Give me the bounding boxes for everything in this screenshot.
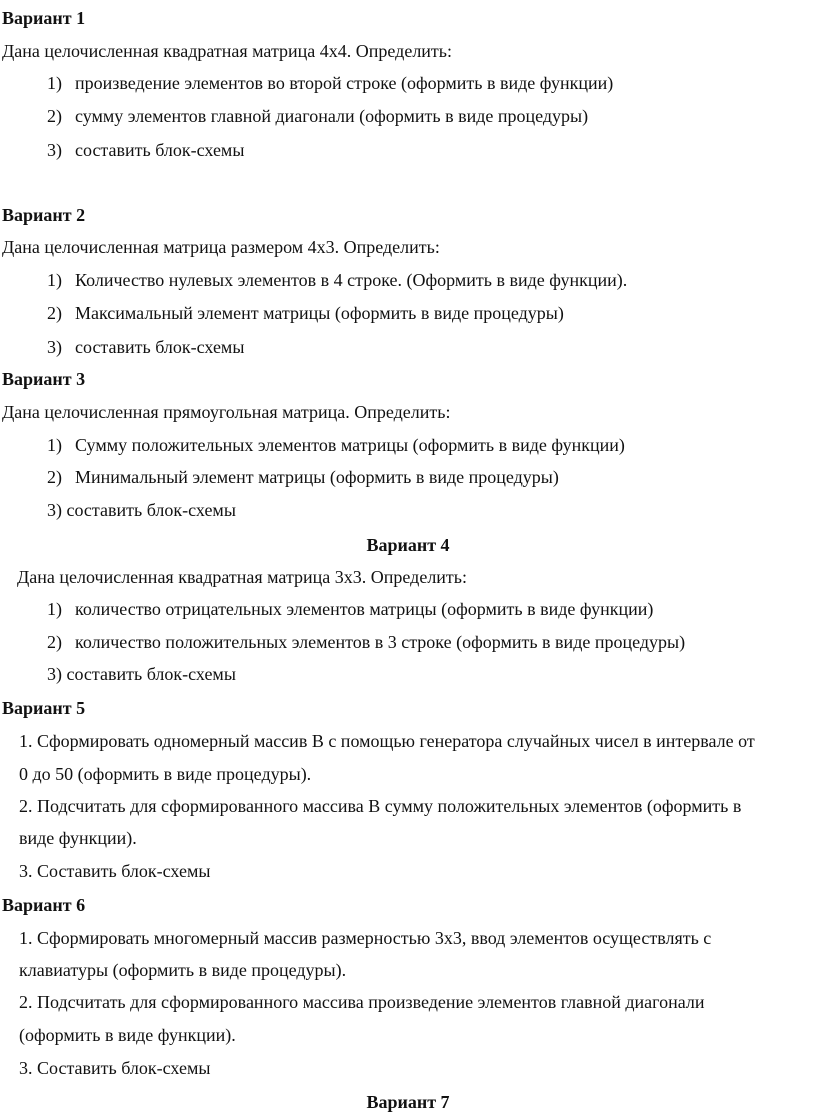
list-number: 2) (47, 467, 62, 487)
list-item-text: количество положительных элементов в 3 строке (оформить в виде процедуры) (75, 632, 686, 652)
list-number: 2) (47, 632, 62, 652)
variant-5-point-3: 3. Составить блок-схемы (19, 861, 211, 881)
list-item-text: составить блок-схемы (75, 140, 245, 160)
variant-3-intro: Дана целочисленная прямоугольная матрица. Определить: (2, 402, 451, 422)
list-item-text: Максимальный элемент матрицы (оформить в виде процедуры) (75, 303, 564, 323)
variant-7-title: Вариант 7 (366, 1092, 450, 1112)
list-number: 1) (47, 599, 62, 619)
variant-4-item-3: 3) составить блок-схемы (47, 664, 236, 684)
variant-1-item-3 (47, 141, 244, 159)
variant-3-item-2 (47, 468, 559, 486)
list-number: 1) (47, 435, 62, 455)
variant-1-item-1 (47, 74, 613, 92)
list-item-text: сумму элементов главной диагонали (оформить в виде процедуры) (75, 106, 589, 126)
variant-6-point-1-line-1: 1. Сформировать многомерный массив размерностью 3х3, ввод элементов осуществлять с (19, 928, 712, 948)
variant-6-point-3: 3. Составить блок-схемы (19, 1058, 211, 1078)
list-number: 2) (47, 106, 62, 126)
variant-4-item-2 (47, 633, 685, 651)
variant-6-point-2-line-2: (оформить в виде функции). (19, 1025, 236, 1045)
list-item-text: Минимальный элемент матрицы (оформить в виде процедуры) (75, 467, 559, 487)
variant-6-title: Вариант 6 (2, 895, 86, 915)
variant-1-intro: Дана целочисленная квадратная матрица 4х4. Определить: (2, 41, 453, 61)
variant-1-title: Вариант 1 (2, 8, 86, 28)
variant-5-point-2-line-2: виде функции). (19, 828, 137, 848)
variant-1-item-2 (47, 107, 588, 125)
variant-3-title: Вариант 3 (2, 369, 86, 389)
variant-2-item-1 (47, 271, 627, 289)
variant-2-item-3 (47, 338, 244, 356)
list-item-text: количество отрицательных элементов матрицы (оформить в виде функции) (75, 599, 654, 619)
list-number: 3) (47, 337, 62, 357)
list-number: 2) (47, 303, 62, 323)
list-item-text: составить блок-схемы (75, 337, 245, 357)
list-number: 1) (47, 270, 62, 290)
variant-4-item-1 (47, 600, 653, 618)
variant-4-intro: Дана целочисленная квадратная матрица 3х3. Определить: (17, 567, 468, 587)
variant-5-point-1-line-2: 0 до 50 (оформить в виде процедуры). (19, 764, 312, 784)
variant-2-intro: Дана целочисленная матрица размером 4х3. Определить: (2, 237, 440, 257)
variant-6-point-2-line-1: 2. Подсчитать для сформированного массива произведение элементов главной диагонали (19, 992, 705, 1012)
list-number: 1) (47, 73, 62, 93)
list-item-text: Количество нулевых элементов в 4 строке. (Оформить в виде функции). (75, 270, 628, 290)
variant-3-item-1 (47, 436, 625, 454)
list-item-text: Сумму положительных элементов матрицы (оформить в виде функции) (75, 435, 625, 455)
variant-3-item-3: 3) составить блок-схемы (47, 500, 236, 520)
variant-5-point-2-line-1: 2. Подсчитать для сформированного массива В сумму положительных элементов (оформить в (19, 796, 742, 816)
variant-6-point-1-line-2: клавиатуры (оформить в виде процедуры). (19, 960, 347, 980)
variant-2-item-2 (47, 304, 564, 322)
list-item-text: произведение элементов во второй строке (оформить в виде функции) (75, 73, 614, 93)
variant-2-title: Вариант 2 (2, 205, 86, 225)
list-number: 3) (47, 140, 62, 160)
variant-5-title: Вариант 5 (2, 698, 86, 718)
variant-4-title: Вариант 4 (366, 535, 450, 555)
variant-5-point-1-line-1: 1. Сформировать одномерный массив В с помощью генератора случайных чисел в интервале от (19, 731, 755, 751)
